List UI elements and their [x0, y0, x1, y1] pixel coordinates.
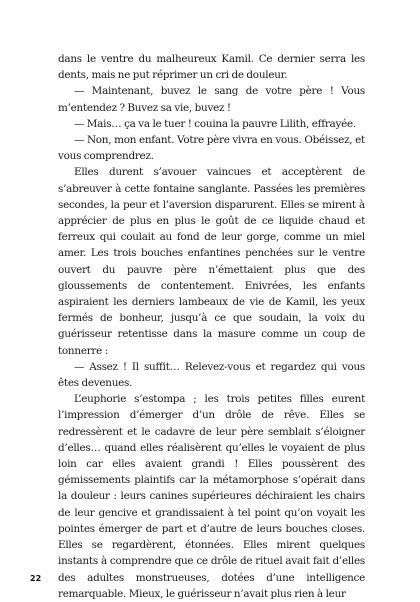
body-text	[58, 51, 365, 602]
paragraph: dans le ventre du malheureux Kamil. Ce dernier serra les dents, mais ne put réprimer un cri de douleur.	[58, 53, 365, 82]
paragraph: — Mais… ça va le tuer ! couina la pauvre Lilith, effrayée.	[74, 117, 356, 130]
paragraph: — Assez ! Il suffit… Relevez-vous et regardez qui vous êtes devenues.	[58, 360, 365, 390]
paragraph: — Maintenant, buvez le sang de votre père ! Vous m’entendez ? Buvez sa vie, buvez !	[58, 85, 365, 114]
paragraph: — Non, mon enfant. Votre père vivra en vous. Obéissez, et vous comprendrez.	[58, 134, 365, 163]
paragraph: Elles durent s’avouer vaincues et acceptèrent de s’abreuver à cette fontaine sanglante. Passées les premières secondes, la peur et l’aversion disparurent. Elles se mirent à apprécier de plus en plus le goût de ce liquide chaud et ferreux qui coulait au fond de leur gorge, comme un miel amer. Les trois bouches enfantines penchées sur le ventre ouvert du pauvre père n’émettaient plus que des gloussements de contentement. Enivrées, les enfants aspiraient les derniers lambeaux de vie de Kamil, les yeux fermés de bonheur, jusqu’à ce que soudain, la voix du guérisseur retentisse dans la masure comme un coup de tonnerre :	[58, 166, 365, 357]
paragraph: L’euphorie s’estompa ; les trois petites filles eurent l’impression d’émerger d’un drôle de rêve. Elles se redressèrent et le cadavre de leur père semblait s’éloigner d’elles… quand elles réalisèrent qu’elles le voyaient de plus loin car elles avaient grandi ! Elles poussèrent des gémissements plaintifs car la métamorphose s’opérait dans la douleur : leurs canines supérieures déchiraient les chairs de leur gencive et grandissaient à tel point qu’on voyait les pointes émerger de part et d’autre de leurs bouches closes. Elles se regardèrent, étonnées. Elles mirent quelques instants à comprendre que ce drôle de rituel avait fait d’elles des adultes monstrueuses, dotées d’une intelligence remarquable. Mieux, le guérisseur n’avait plus rien à leur	[58, 393, 365, 600]
page-number: 22	[30, 574, 42, 583]
